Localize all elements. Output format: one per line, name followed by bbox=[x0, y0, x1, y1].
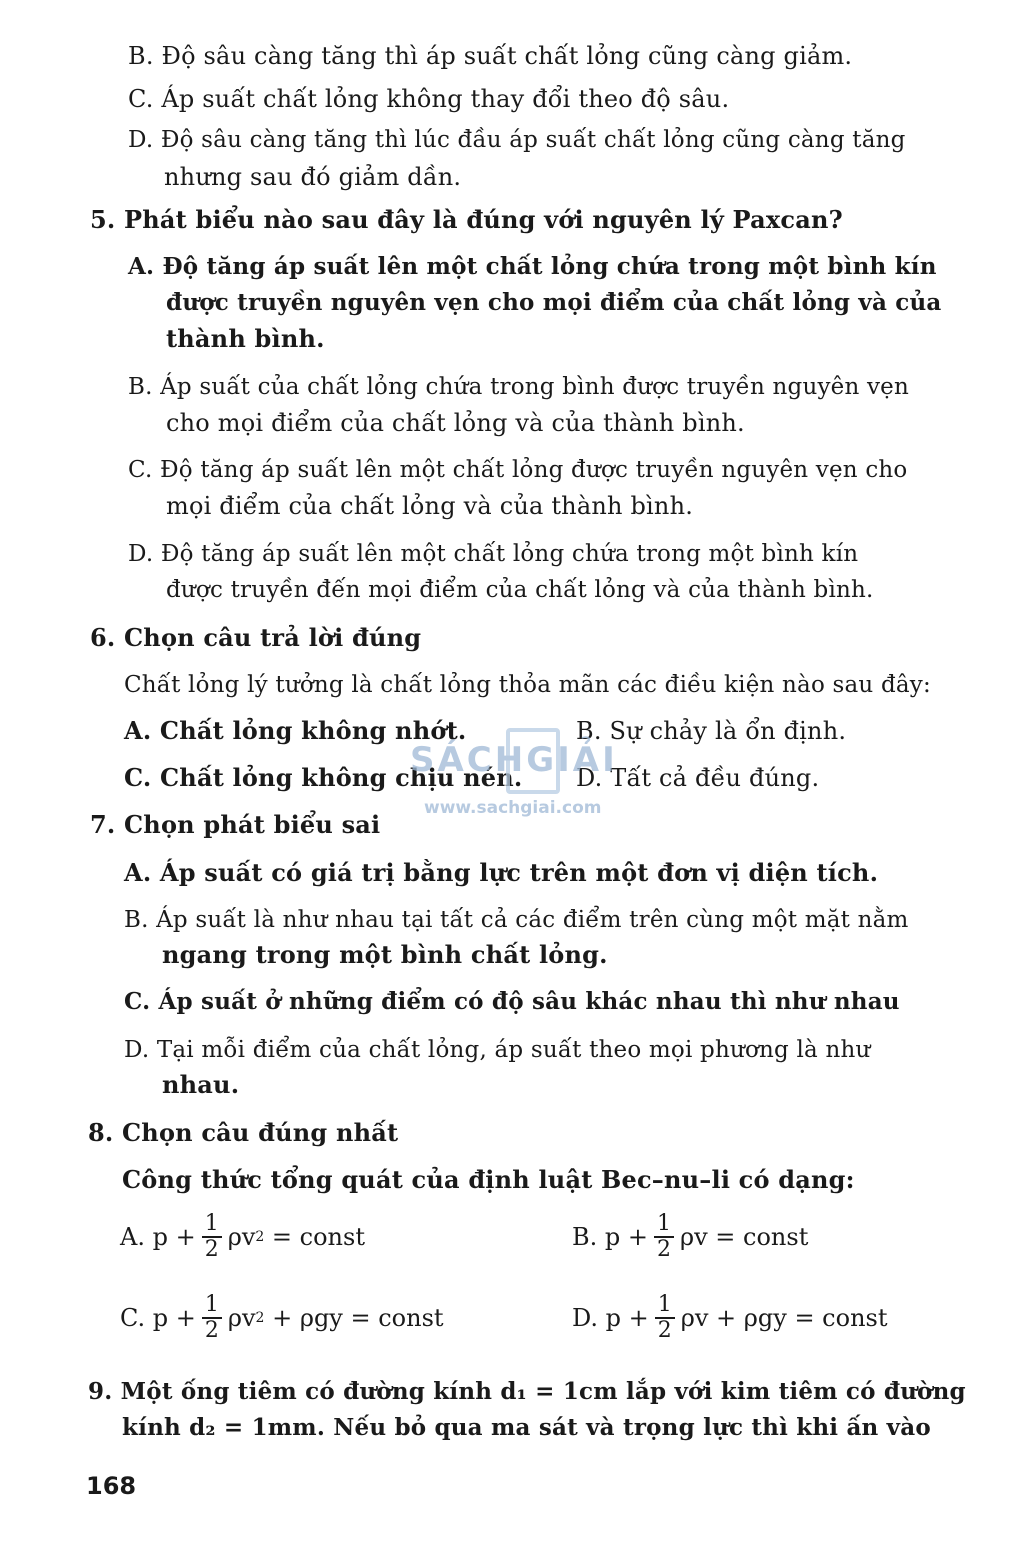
q7-option-c: C. Áp suất ở những điểm có độ sâu khác nhau thì như nhau bbox=[124, 988, 900, 1015]
q6-option-c: C. Chất lỏng không chịu nén. bbox=[124, 763, 523, 792]
q8-option-c-term: ρv bbox=[227, 1304, 256, 1332]
q5-option-a-line2: được truyền nguyên vẹn cho mọi điểm của chất lỏng và của bbox=[166, 289, 942, 316]
q8-stem: Công thức tổng quát của định luật Bec–nu–li có dạng: bbox=[122, 1165, 855, 1194]
q4-option-d-line1: D. Độ sâu càng tăng thì lúc đầu áp suất chất lỏng cũng càng tăng bbox=[128, 127, 906, 153]
q8-option-d bbox=[572, 1293, 888, 1343]
q6-option-d: D. Tất cả đều đúng. bbox=[576, 764, 820, 792]
q8-option-a-exponent: 2 bbox=[255, 1229, 265, 1245]
fraction-denominator: 2 bbox=[204, 1318, 219, 1343]
q7-title: 7. Chọn phát biểu sai bbox=[90, 810, 381, 839]
watermark-url: www.sachgiai.com bbox=[424, 798, 602, 818]
q8-option-c-exponent: 2 bbox=[255, 1310, 265, 1326]
q8-option-a bbox=[120, 1212, 365, 1262]
q8-option-a-fraction bbox=[202, 1212, 222, 1262]
fraction-numerator: 1 bbox=[202, 1293, 222, 1319]
q8-option-d-term: ρv + ρgy = const bbox=[680, 1304, 888, 1332]
q5-title: 5. Phát biểu nào sau đây là đúng với nguyên lý Paxcan? bbox=[90, 205, 843, 234]
q8-title: 8. Chọn câu đúng nhất bbox=[88, 1118, 399, 1147]
q7-option-d-line2: nhau. bbox=[162, 1070, 240, 1099]
q5-option-a-line3: thành bình. bbox=[166, 324, 325, 353]
watermark-brand: SÁCHGIẢI bbox=[410, 740, 618, 780]
q7-option-a: A. Áp suất có giá trị bằng lực trên một đơn vị diện tích. bbox=[124, 858, 879, 887]
q5-option-b-line2: cho mọi điểm của chất lỏng và của thành bình. bbox=[166, 409, 745, 437]
q8-option-c-fraction bbox=[202, 1293, 222, 1343]
q7-option-b-line1: B. Áp suất là như nhau tại tất cả các điểm trên cùng một mặt nằm bbox=[124, 907, 909, 933]
q5-option-b-line1: B. Áp suất của chất lỏng chứa trong bình được truyền nguyên vẹn bbox=[128, 374, 910, 400]
q8-option-c bbox=[120, 1293, 444, 1343]
q8-option-a-prefix: A. p + bbox=[120, 1223, 196, 1251]
fraction-numerator: 1 bbox=[655, 1293, 675, 1319]
page-number: 168 bbox=[86, 1472, 137, 1500]
q5-option-c-line1: C. Độ tăng áp suất lên một chất lỏng được truyền nguyên vẹn cho bbox=[128, 457, 908, 483]
q5-option-d-line2: được truyền đến mọi điểm của chất lỏng và của thành bình. bbox=[166, 577, 874, 603]
fraction-numerator: 1 bbox=[654, 1212, 674, 1238]
q8-option-b-fraction bbox=[654, 1212, 674, 1262]
q7-option-b-line2: ngang trong một bình chất lỏng. bbox=[162, 940, 608, 969]
q8-option-c-prefix: C. p + bbox=[120, 1304, 196, 1332]
q8-option-d-prefix: D. p + bbox=[572, 1304, 649, 1332]
q5-option-a-line1: A. Độ tăng áp suất lên một chất lỏng chứa trong một bình kín bbox=[128, 253, 937, 280]
q5-option-d-line1: D. Độ tăng áp suất lên một chất lỏng chứa trong một bình kín bbox=[128, 541, 859, 567]
q8-option-b-term: ρv = const bbox=[680, 1223, 809, 1251]
q9-line1: 9. Một ống tiêm có đường kính d₁ = 1cm lắp với kim tiêm có đường bbox=[88, 1378, 966, 1405]
q5-option-c-line2: mọi điểm của chất lỏng và của thành bình. bbox=[166, 492, 694, 520]
q4-option-c: C. Áp suất chất lỏng không thay đổi theo độ sâu. bbox=[128, 85, 730, 113]
q4-option-b: B. Độ sâu càng tăng thì áp suất chất lỏng cũng càng giảm. bbox=[128, 42, 853, 70]
q6-option-b: B. Sự chảy là ổn định. bbox=[576, 717, 847, 745]
q8-option-a-tail: = const bbox=[264, 1223, 365, 1251]
sachgiai-watermark bbox=[410, 726, 618, 822]
q8-option-b bbox=[572, 1212, 808, 1262]
q4-option-d-line2: nhưng sau đó giảm dần. bbox=[164, 163, 462, 191]
q6-title: 6. Chọn câu trả lời đúng bbox=[90, 623, 422, 652]
q8-option-b-prefix: B. p + bbox=[572, 1223, 648, 1251]
q7-option-d-line1: D. Tại mỗi điểm của chất lỏng, áp suất theo mọi phương là như bbox=[124, 1037, 871, 1063]
fraction-denominator: 2 bbox=[204, 1237, 219, 1262]
q8-option-a-term: ρv bbox=[227, 1223, 256, 1251]
q6-stem: Chất lỏng lý tưởng là chất lỏng thỏa mãn các điều kiện nào sau đây: bbox=[124, 672, 931, 698]
fraction-denominator: 2 bbox=[657, 1318, 672, 1343]
q6-option-a: A. Chất lỏng không nhớt. bbox=[124, 716, 467, 745]
fraction-numerator: 1 bbox=[202, 1212, 222, 1238]
q8-option-d-fraction bbox=[655, 1293, 675, 1343]
fraction-denominator: 2 bbox=[657, 1237, 671, 1262]
q9-line2: kính d₂ = 1mm. Nếu bỏ qua ma sát và trọng lực thì khi ấn vào bbox=[122, 1414, 931, 1441]
q8-option-c-tail: + ρgy = const bbox=[264, 1304, 444, 1332]
